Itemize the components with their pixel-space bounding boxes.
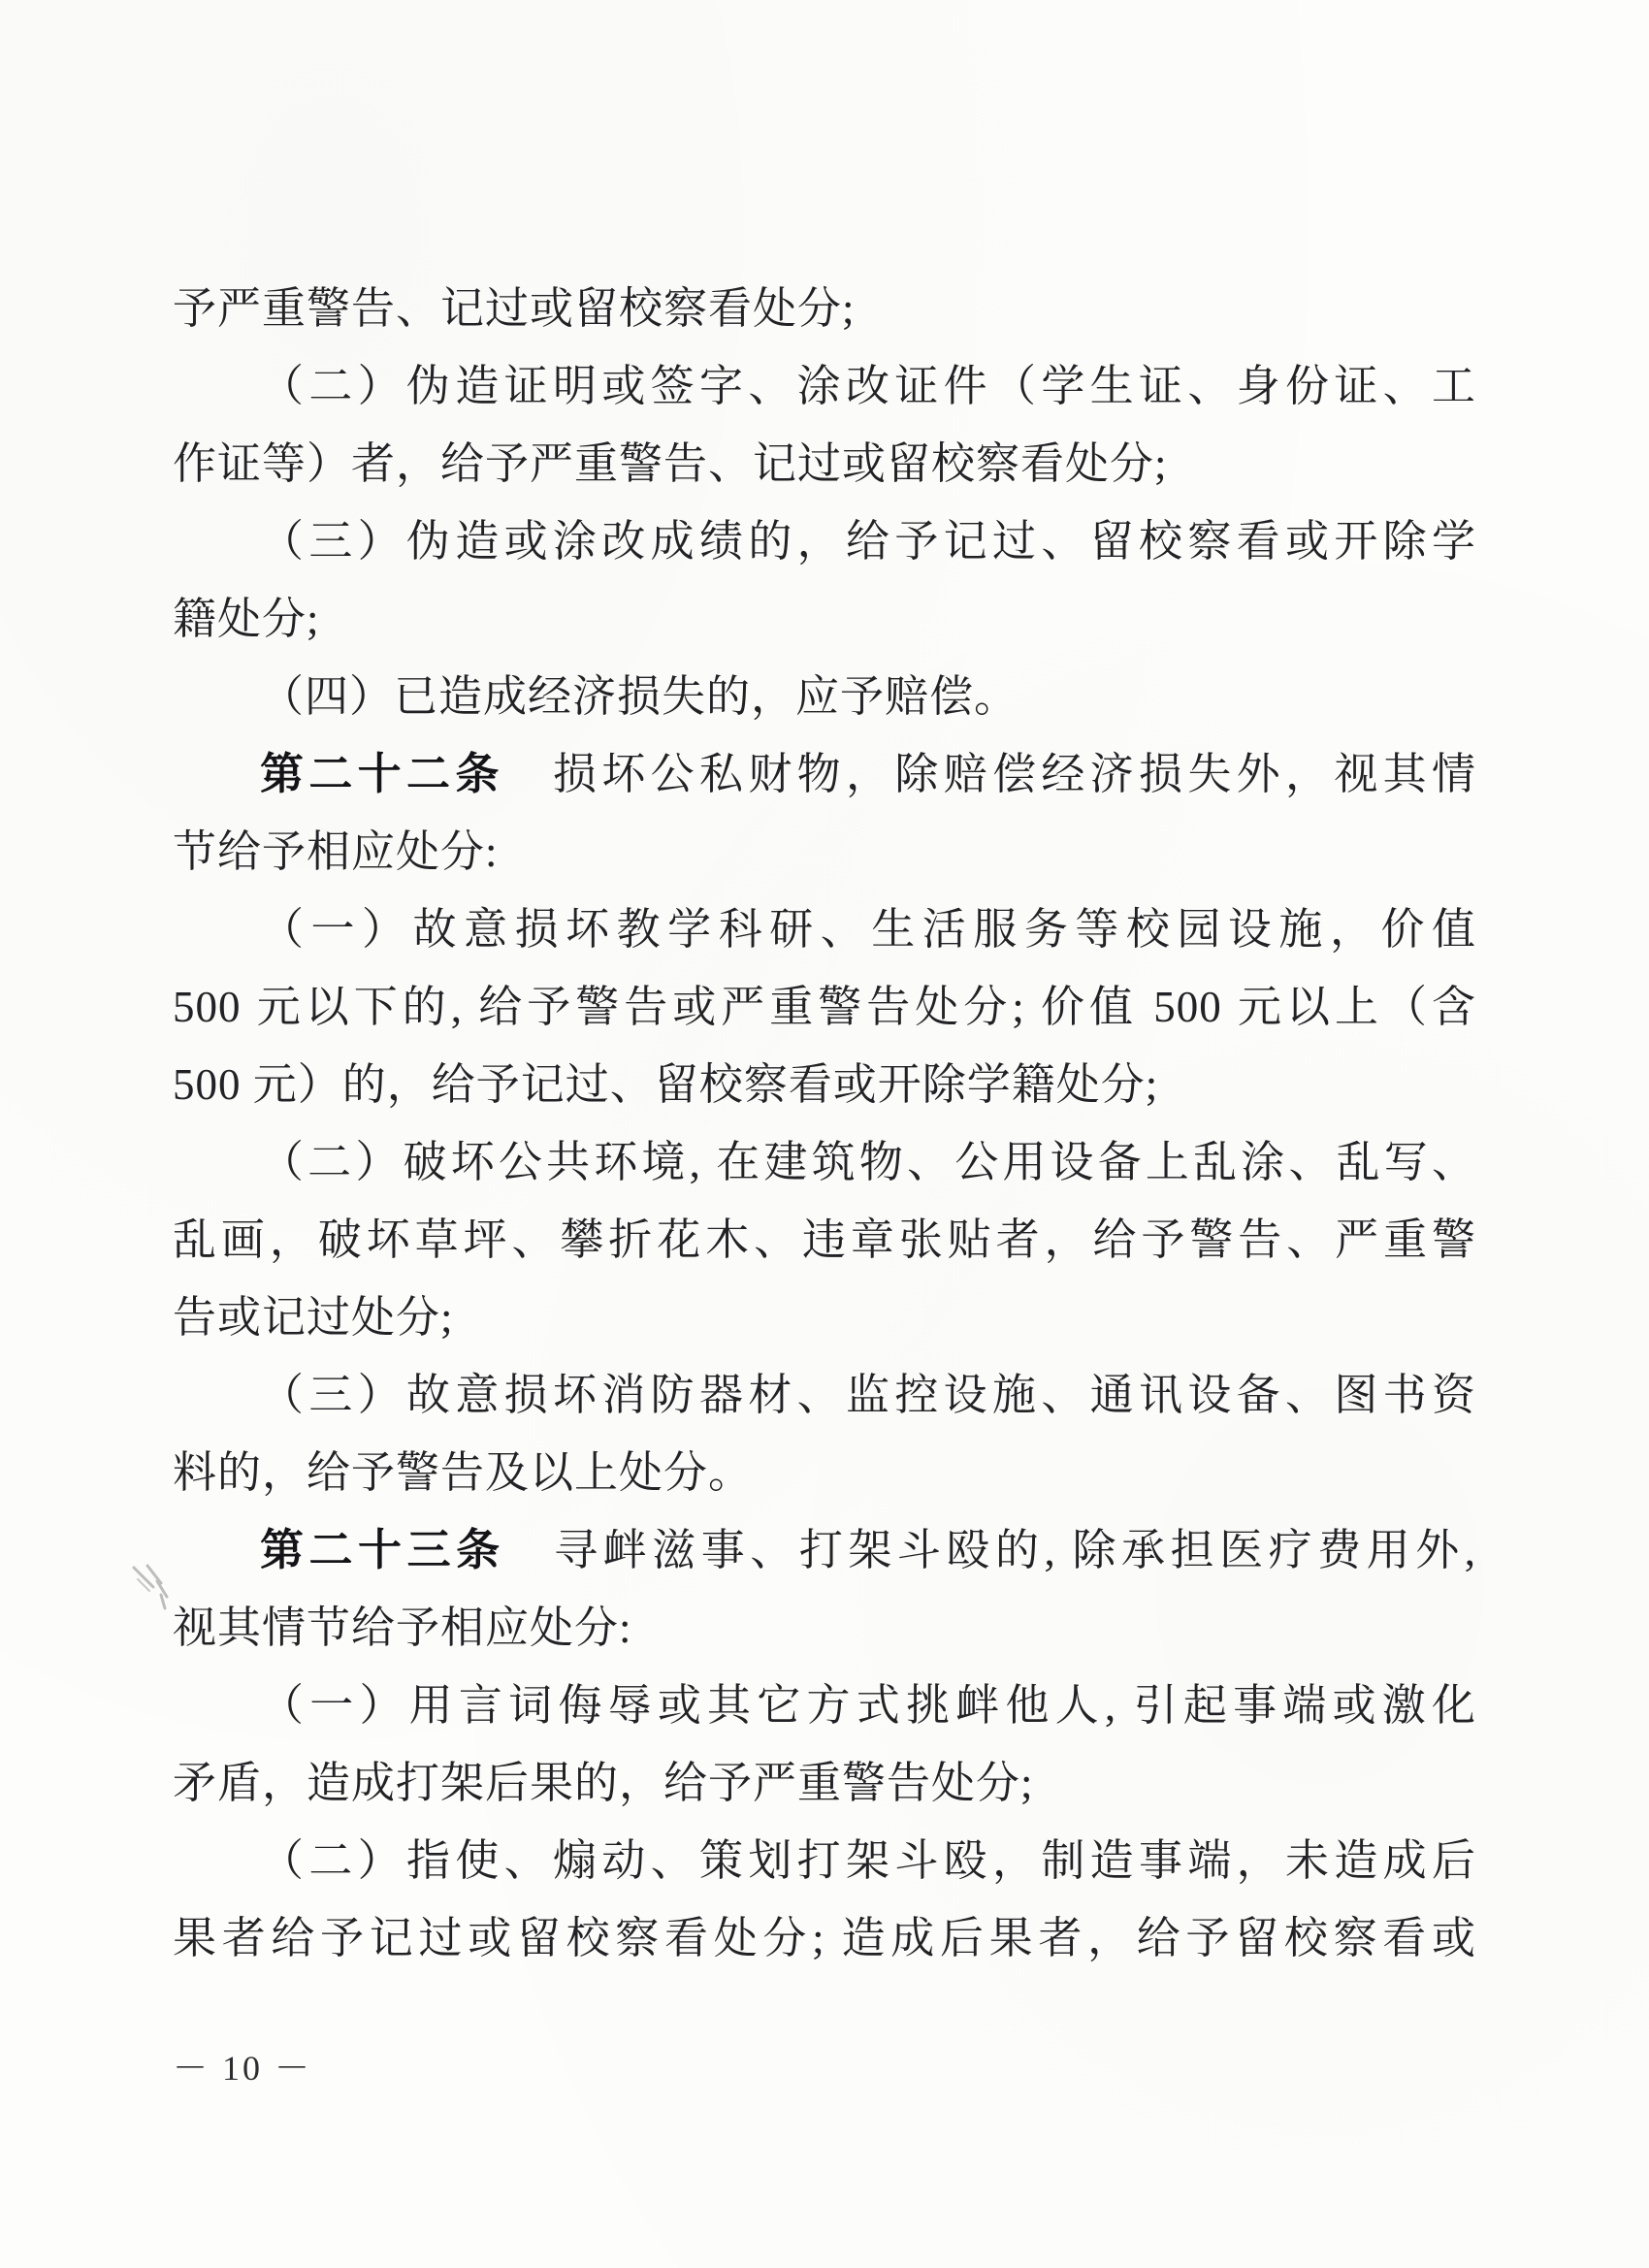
text-line: （一）用言词侮辱或其它方式挑衅他人, 引起事端或激化 [260, 1681, 1476, 1730]
document-body [173, 270, 1476, 1977]
text-line: （一）故意损坏教学科研、生活服务等校园设施，价值 [260, 905, 1476, 954]
text-line: 500 元以下的, 给予警告或严重警告处分; 价值 500 元以上（含 [173, 983, 1476, 1031]
text-line: 第二十二条 损坏公私财物，除赔偿经济损失外，视其情 [260, 750, 1476, 798]
text-line: （三）故意损坏消防器材、监控设施、通讯设备、图书资 [260, 1371, 1476, 1419]
text-line: （二）伪造证明或签字、涂改证件（学生证、身份证、工 [260, 362, 1476, 410]
article-number-term: 第二十三条 [260, 1526, 505, 1574]
page-number: － 10 － [173, 2049, 313, 2088]
text-line: （四）已造成经济损失的，应予赔偿。 [260, 672, 1019, 721]
text-line: 视其情节给予相应处分: [173, 1604, 632, 1652]
text-line: 矛盾，造成打架后果的，给予严重警告处分; [173, 1759, 1034, 1807]
text-line: 乱画，破坏草坪、攀折花木、违章张贴者，给予警告、严重警 [173, 1215, 1476, 1264]
text-line: 作证等）者，给予严重警告、记过或留校察看处分; [173, 439, 1168, 488]
text-line: 节给予相应处分: [173, 827, 499, 876]
text-line: 料的，给予警告及以上处分。 [173, 1448, 754, 1497]
text-line: 告或记过处分; [173, 1293, 454, 1342]
text-line: （二）指使、煽动、策划打架斗殴，制造事端，未造成后 [260, 1836, 1476, 1885]
text-line: 第二十三条 寻衅滋事、打架斗殴的, 除承担医疗费用外, [260, 1526, 1476, 1574]
text-line: 予严重警告、记过或留校察看处分; [173, 284, 856, 333]
text-line: 籍处分; [173, 595, 320, 643]
text-line: 果者给予记过或留校察看处分; 造成后果者，给予留校察看或 [173, 1914, 1476, 1962]
text-line: （二）破坏公共环境, 在建筑物、公用设备上乱涂、乱写、 [260, 1138, 1476, 1186]
text-line: （三）伪造或涂改成绩的，给予记过、留校察看或开除学 [260, 517, 1476, 566]
article-number-term: 第二十二条 [260, 750, 504, 798]
text-line: 500 元）的，给予记过、留校察看或开除学籍处分; [173, 1060, 1159, 1109]
